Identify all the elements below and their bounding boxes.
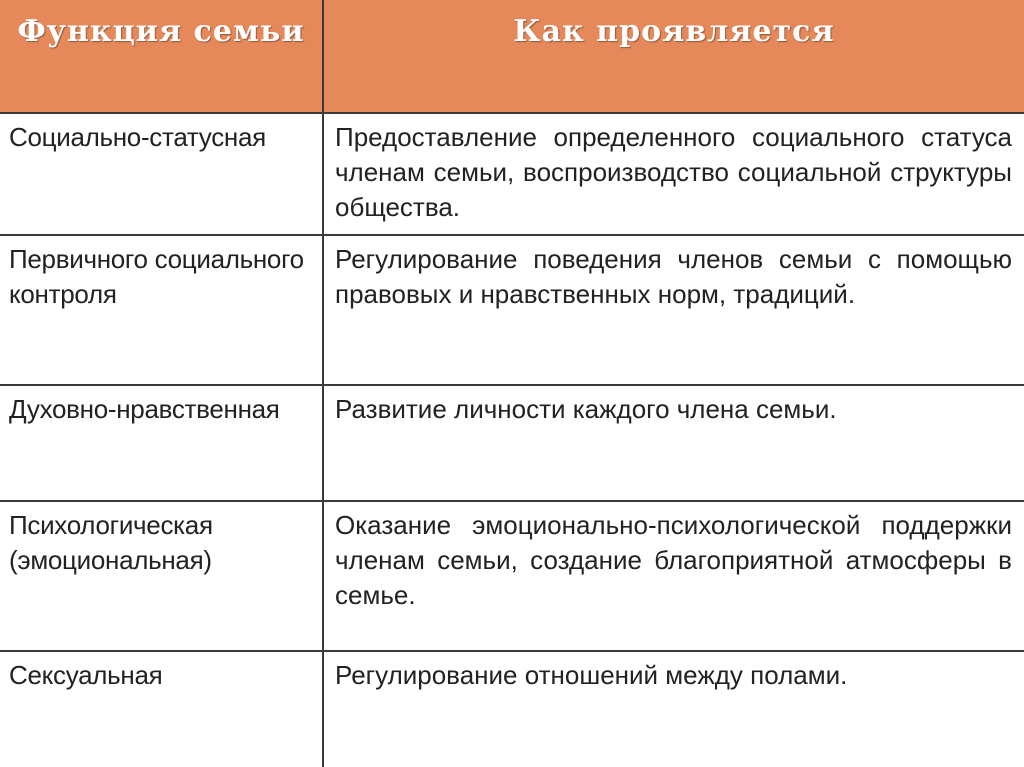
manifestation-cell: Предоставление определенного социального статуса членам семьи, воспроизводство социальной структуры общества.: [323, 113, 1024, 235]
table-header-row: [0, 0, 1024, 113]
manifestation-cell: Оказание эмоционально-психологической поддержки членам семьи, создание благоприятной атмосферы в семье.: [323, 501, 1024, 651]
function-cell: Социально-статусная: [0, 113, 323, 235]
table-row: [0, 235, 1024, 385]
function-cell: Первичного социального контроля: [0, 235, 323, 385]
manifestation-cell: Регулирование поведения членов семьи с помощью правовых и нравственных норм, традиций.: [323, 235, 1024, 385]
table-row: [0, 501, 1024, 651]
function-cell: Сексуальная: [0, 651, 323, 767]
header-function: Функция семьи: [0, 0, 323, 113]
table-row: [0, 113, 1024, 235]
function-cell: Духовно-нравственная: [0, 385, 323, 501]
function-cell: Психологическая (эмоциональная): [0, 501, 323, 651]
table-row: [0, 385, 1024, 501]
table-row: [0, 651, 1024, 767]
manifestation-cell: Регулирование отношений между полами.: [323, 651, 1024, 767]
header-manifestation: Как проявляется: [323, 0, 1024, 113]
manifestation-cell: Развитие личности каждого члена семьи.: [323, 385, 1024, 501]
